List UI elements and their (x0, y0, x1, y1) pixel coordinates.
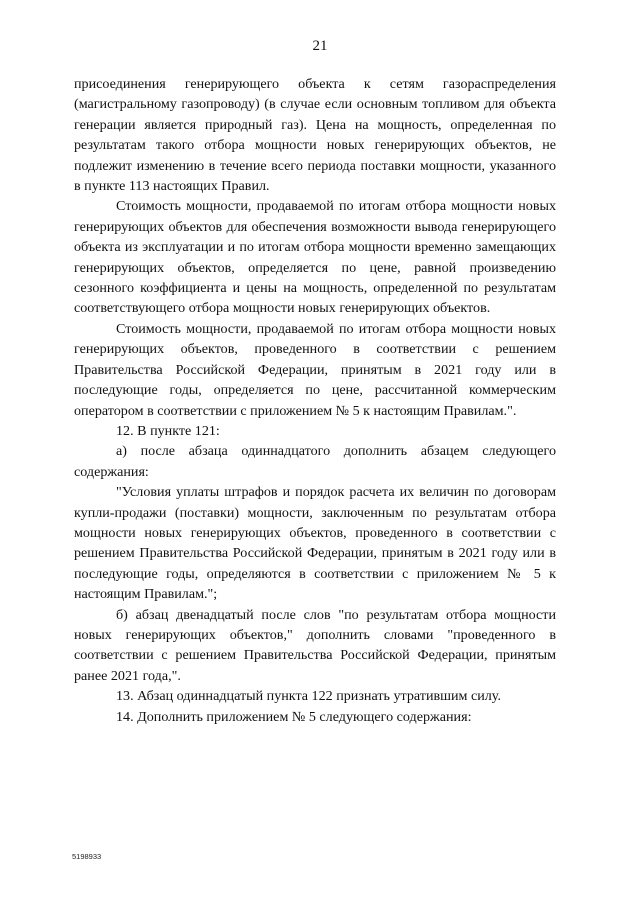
document-id: 5198933 (72, 852, 102, 861)
page-number: 21 (312, 38, 328, 54)
paragraph-item-12: 12. В пункте 121: (116, 422, 220, 439)
paragraph-capacity-cost-2021: Стоимость мощности, продаваемой по итогам отбора мощности новых генерирующих объектов, проведенного в соответствии с решением Правительства Российской Федерации, принятым в 2021 году или в последующие годы, определяется по цене, рассчитанной коммерческим оператором в соответствии с приложением № 5 к настоящим Правилам.". (74, 320, 556, 419)
paragraph-quoted-penalties: "Условия уплаты штрафов и порядок расчета их величин по договорам купли-продажи (поставки) мощности, заключенным по результатам отбора мощности новых генерирующих объектов, проведенного в соответствии с решением Правительства Российской Федерации, принятым в 2021 году или в последующие годы, определяются в соответствии с приложением № 5 к настоящим Правилам."; (74, 484, 556, 603)
paragraph-item-12-b: б) абзац двенадцатый после слов "по результатам отбора мощности новых генерирующих объектов," дополнить словами "проведенного в соответствии с решением Правительства Российской Федерации, принятым ранее 2021 года,". (74, 606, 556, 684)
paragraph-capacity-cost-retirement: Стоимость мощности, продаваемой по итогам отбора мощности новых генерирующих объектов для обеспечения возможности вывода генерирующего объекта из эксплуатации и по итогам отбора мощности временно замещающих генерирующих объектов, определяется по цене, равной произведению сезонного коэффициента и цены на мощность, определенной по результатам соответствующего отбора мощности новых генерирующих объектов. (74, 198, 556, 317)
paragraph-item-14: 14. Дополнить приложением № 5 следующего содержания: (116, 708, 472, 725)
document-body (74, 74, 556, 727)
paragraph-continuation: присоединения генерирующего объекта к сетям газораспределения (магистральному газопроводу) (в случае если основным топливом для объекта генерации является природный газ). Цена на мощность, определенная по результатам такого отбора мощности новых генерирующих объектов, не подлежит изменению в течение всего периода поставки мощности, указанного в пункте 113 настоящих Правил. (74, 76, 556, 195)
paragraph-item-12-a: а) после абзаца одиннадцатого дополнить абзацем следующего содержания: (74, 443, 556, 480)
paragraph-item-13: 13. Абзац одиннадцатый пункта 122 признать утратившим силу. (116, 688, 501, 705)
